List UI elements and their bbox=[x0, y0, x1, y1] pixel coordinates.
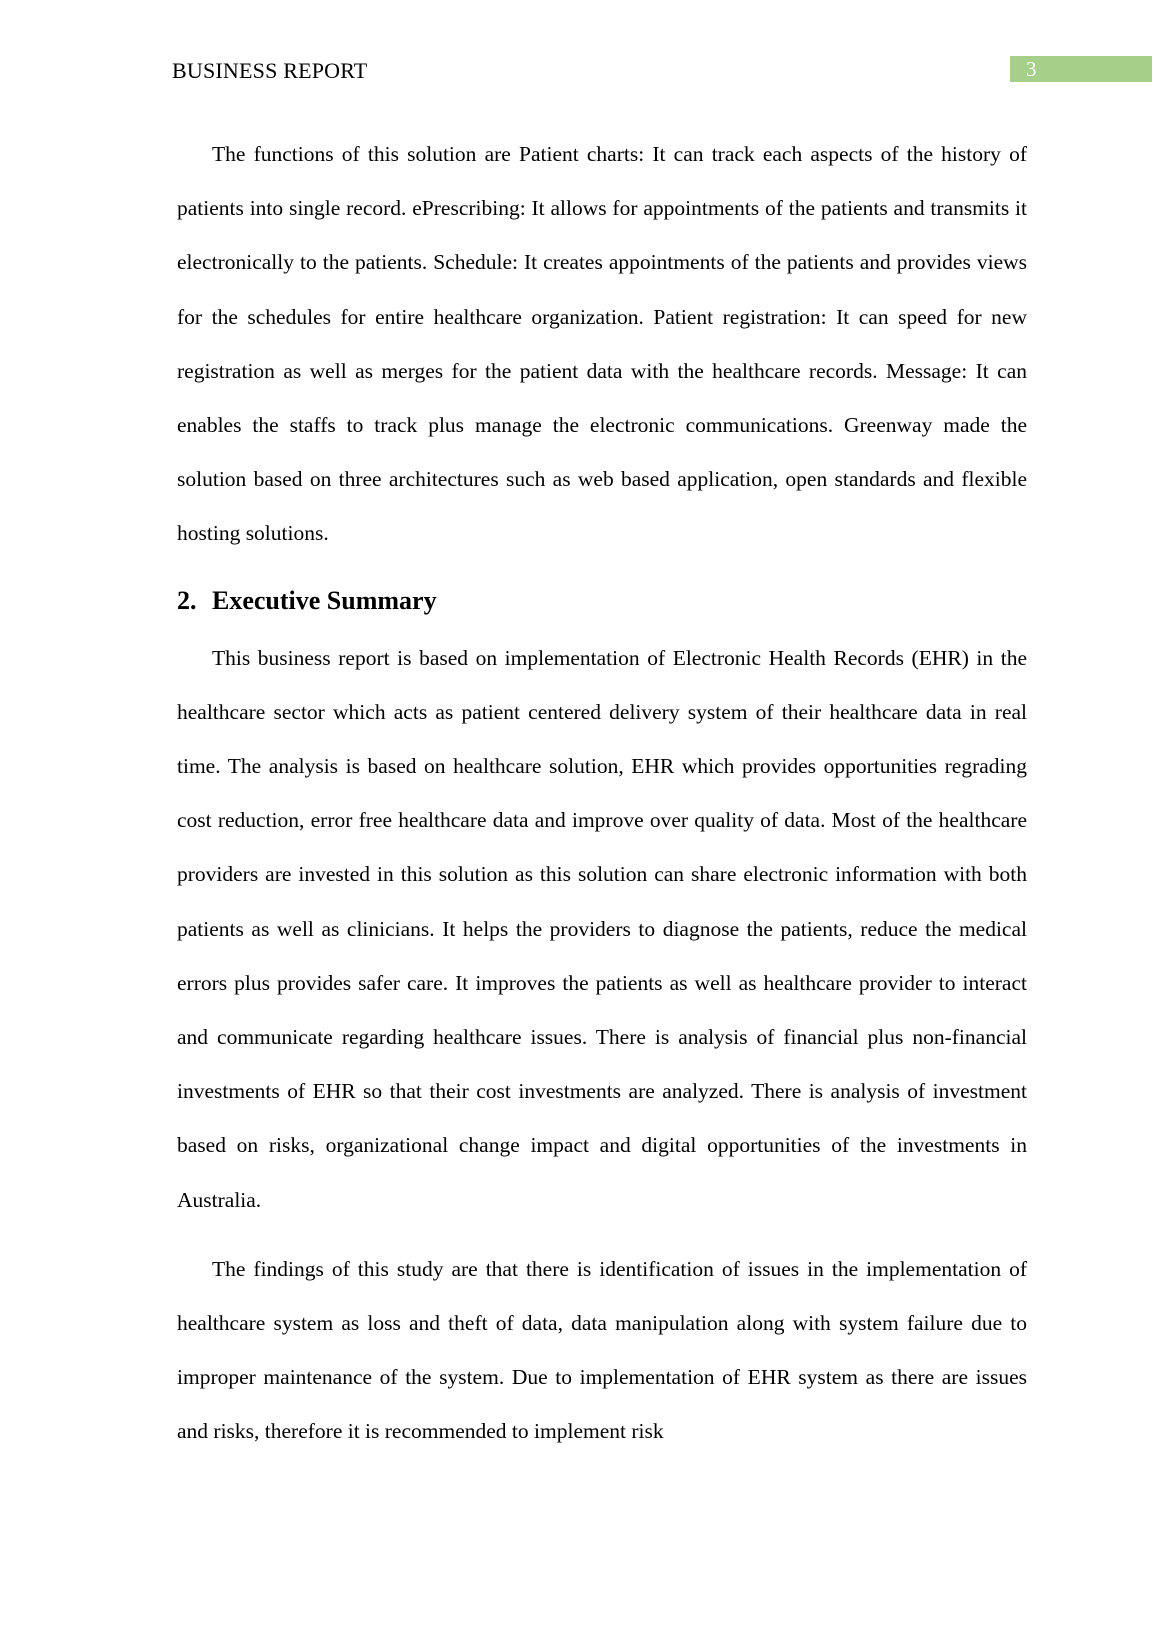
section-heading bbox=[177, 581, 1027, 621]
page-number-badge bbox=[1010, 56, 1152, 82]
section-number: 2. bbox=[177, 585, 197, 615]
intro-paragraph: The functions of this solution are Patient charts: It can track each aspects of the history of patients into single record. ePrescribing: It allows for appointments of the patients and transmits it electronically to the patients. Schedule: It creates appointments of the patients and provides views for the schedules for entire healthcare organization. Patient registration: It can speed for new registration as well as merges for the patient data with the healthcare records. Message: It can enables the staffs to track plus manage the electronic communications. Greenway made the solution based on three architectures such as web based application, open standards and flexible hosting solutions. bbox=[177, 142, 1027, 546]
findings-paragraph: The findings of this study are that there is identification of issues in the implementation of healthcare system as loss and theft of data, data manipulation along with system failure due to improper maintenance of the system. Due to implementation of EHR system as there are issues and risks, therefore it is recommended to implement risk bbox=[177, 1256, 1027, 1444]
page-number: 3 bbox=[1026, 57, 1037, 81]
section-title: Executive Summary bbox=[212, 585, 437, 615]
document-body bbox=[177, 127, 1027, 1459]
running-header-title: BUSINESS REPORT bbox=[172, 58, 368, 83]
summary-paragraph: This business report is based on implementation of Electronic Health Records (EHR) in the healthcare sector which acts as patient centered delivery system of their healthcare data in real time. The analysis is based on healthcare solution, EHR which provides opportunities regrading cost reduction, error free healthcare data and improve over quality of data. Most of the healthcare providers are invested in this solution as this solution can share electronic information with both patients as well as clinicians. It helps the providers to diagnose the patients, reduce the medical errors plus provides safer care. It improves the patients as well as healthcare provider to interact and communicate regarding healthcare issues. There is analysis of financial plus non-financial investments of EHR so that their cost investments are analyzed. There is analysis of investment based on risks, organizational change impact and digital opportunities of the investments in Australia. bbox=[177, 645, 1027, 1212]
